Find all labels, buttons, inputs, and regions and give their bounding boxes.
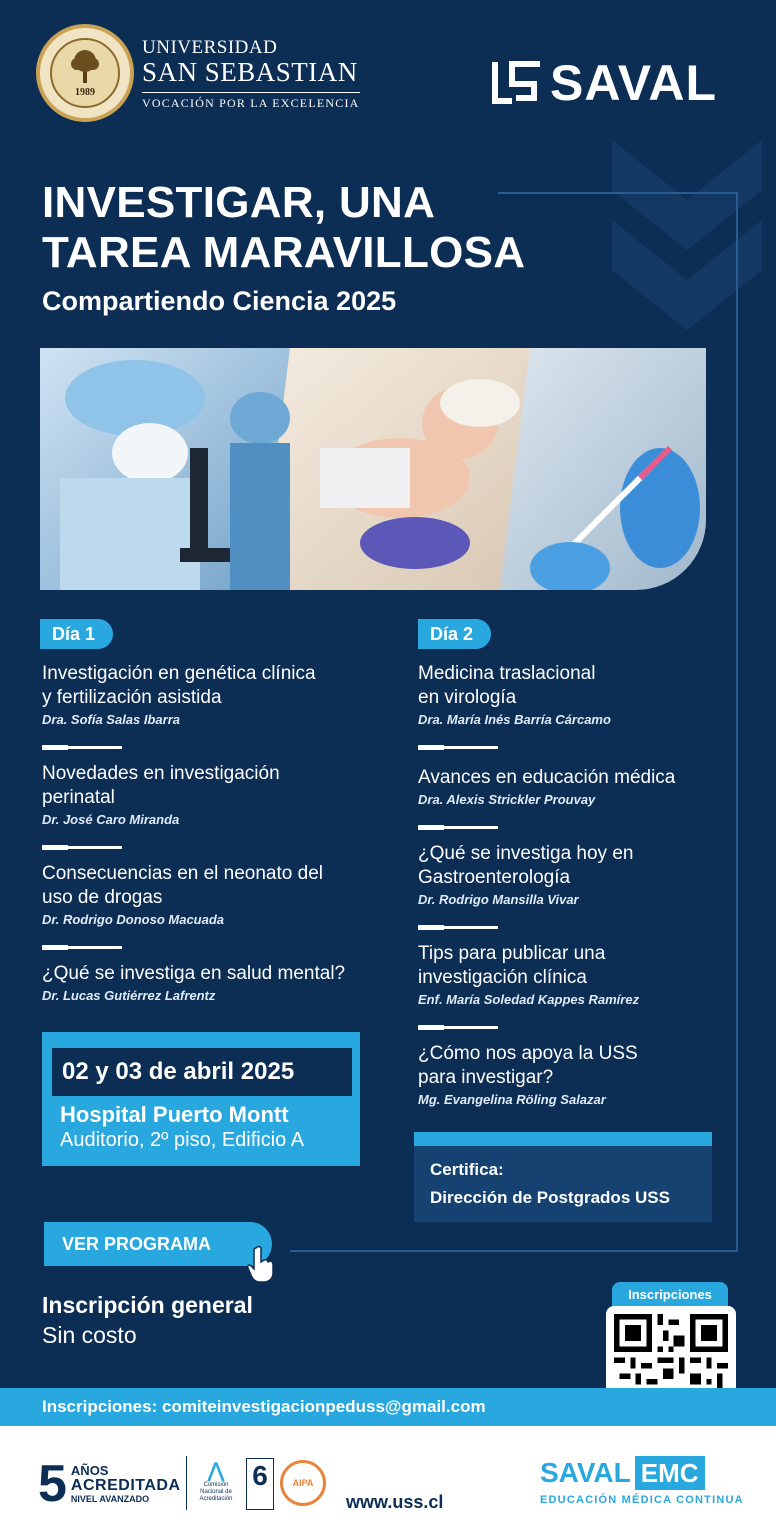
university-line2: SAN SEBASTIAN: [142, 57, 358, 87]
registration-email[interactable]: Inscripciones: comiteinvestigacionpeduss@gmail.com: [42, 1397, 486, 1416]
day2-talk-3: [418, 842, 728, 907]
talk-title: Investigación en genética clínica: [42, 663, 316, 684]
seal-year: 1989: [75, 86, 95, 98]
registration-cost: Sin costo: [42, 1322, 137, 1348]
saval-logo: [490, 55, 718, 111]
talk-title: y fertilización asistida: [42, 687, 222, 708]
talk-speaker: Dr. Rodrigo Donoso Macuada: [42, 912, 225, 927]
cna-text: Comisión Nacional de Acreditación: [199, 1482, 233, 1502]
talk-title: en virología: [418, 687, 517, 708]
title-line2: TAREA MARAVILLOSA: [42, 228, 526, 277]
talk-title: Avances en educación médica: [418, 767, 676, 788]
event-info-box: [42, 1032, 360, 1166]
divider: [42, 746, 122, 749]
accreditation-level: NIVEL AVANZADO: [70, 1493, 150, 1504]
saval-mark-icon: [490, 60, 542, 106]
title-line1: INVESTIGAR, UNA: [42, 178, 436, 227]
saval-emc-logo: [540, 1456, 744, 1506]
divider: [42, 946, 122, 949]
ver-programa-button[interactable]: VER PROGRAMA: [44, 1222, 272, 1266]
main-title: [42, 178, 525, 278]
certifica-label: Certifica:: [430, 1160, 504, 1179]
accreditation-status: ACREDITADA: [70, 1476, 181, 1494]
years-badge: [246, 1458, 274, 1510]
chevron-decoration-icon: [612, 140, 762, 340]
emc-brand: SAVAL: [540, 1457, 631, 1488]
talk-speaker: Enf. María Soledad Kappes Ramírez: [418, 992, 640, 1007]
footer: [0, 1426, 776, 1528]
frame-line: [290, 1250, 738, 1252]
frame-line: [736, 192, 738, 1252]
talk-speaker: Dr. Rodrigo Mansilla Vivar: [418, 892, 579, 907]
talk-title: para investigar?: [418, 1067, 554, 1088]
talk-speaker: Mg. Evangelina Röling Salazar: [418, 1092, 606, 1107]
accreditation-badge: [38, 1455, 181, 1513]
event-dates: 02 y 03 de abril 2025: [52, 1048, 352, 1096]
talk-title: investigación clínica: [418, 967, 587, 988]
accreditation-years-number: 5: [38, 1455, 67, 1513]
talk-title: Medicina traslacional: [418, 663, 596, 684]
day1-talk-1: [42, 662, 402, 727]
talk-title: perinatal: [42, 787, 115, 808]
accreditation-text: [71, 1464, 181, 1505]
talk-title: Gastroenterología: [418, 867, 571, 888]
talk-title: ¿Qué se investiga hoy en: [418, 843, 634, 864]
registration-title: Inscripción general: [42, 1292, 253, 1318]
talk-title: ¿Qué se investiga en salud mental?: [42, 963, 346, 984]
pointer-hand-icon: [246, 1244, 276, 1284]
day2-talk-2: [418, 766, 728, 807]
subtitle: Compartiendo Ciencia 2025: [42, 286, 397, 316]
day1-label: Día 1: [40, 619, 113, 649]
email-bar: [0, 1388, 776, 1426]
saval-wordmark: SAVAL: [550, 55, 718, 111]
talk-title: Novedades en investigación: [42, 763, 280, 784]
emc-box: EMC: [635, 1456, 705, 1490]
day2-label: Día 2: [418, 619, 491, 649]
certification-box: [414, 1132, 712, 1222]
seal-tree-icon: [50, 38, 120, 108]
certifica-value: Dirección de Postgrados USS: [430, 1188, 670, 1207]
cna-mark-icon: ⋀: [207, 1460, 225, 1482]
divider: [418, 746, 498, 749]
talk-speaker: Dr. José Caro Miranda: [42, 812, 180, 827]
talk-speaker: Dr. Lucas Gutiérrez Lafrentz: [42, 988, 216, 1003]
day2-talk-5: [418, 1042, 728, 1107]
divider: [418, 926, 498, 929]
website-link[interactable]: www.uss.cl: [346, 1492, 444, 1512]
talk-speaker: Dra. Alexis Strickler Prouvay: [418, 792, 596, 807]
talk-title: ¿Cómo nos apoya la USS: [418, 1043, 638, 1064]
day2-talk-4: [418, 942, 728, 1007]
event-venue: Hospital Puerto Montt: [60, 1102, 289, 1127]
day2-talk-1: [418, 662, 728, 727]
accreditation-years: AÑOS: [70, 1462, 109, 1478]
day1-talk-4: [42, 962, 402, 1003]
day1-talk-2: [42, 762, 402, 827]
footer-divider: [186, 1456, 187, 1510]
emc-subtitle: EDUCACIÓN MÉDICA CONTINUA: [540, 1494, 744, 1506]
badge-number: 6: [252, 1460, 268, 1491]
divider: [418, 1026, 498, 1029]
talk-speaker: Dra. Sofía Salas Ibarra: [42, 712, 181, 727]
hero-photo-collage: [40, 348, 706, 590]
university-tagline: VOCACIÓN POR LA EXCELENCIA: [142, 92, 360, 111]
talk-title: uso de drogas: [42, 887, 163, 908]
talk-title: Consecuencias en el neonato del: [42, 863, 323, 884]
qr-label: Inscripciones: [612, 1282, 728, 1308]
cna-logo: [192, 1460, 240, 1508]
university-seal: [36, 24, 134, 122]
university-name: [142, 38, 360, 111]
day1-talk-3: [42, 862, 402, 927]
aipa-seal: AIPA: [280, 1460, 326, 1506]
frame-line: [498, 192, 738, 194]
divider: [42, 846, 122, 849]
divider: [418, 826, 498, 829]
university-line1: UNIVERSIDAD: [142, 37, 278, 58]
talk-title: Tips para publicar una: [418, 943, 606, 964]
talk-speaker: Dra. María Inés Barría Cárcamo: [418, 712, 611, 727]
event-room: Auditorio, 2º piso, Edificio A: [60, 1129, 305, 1151]
